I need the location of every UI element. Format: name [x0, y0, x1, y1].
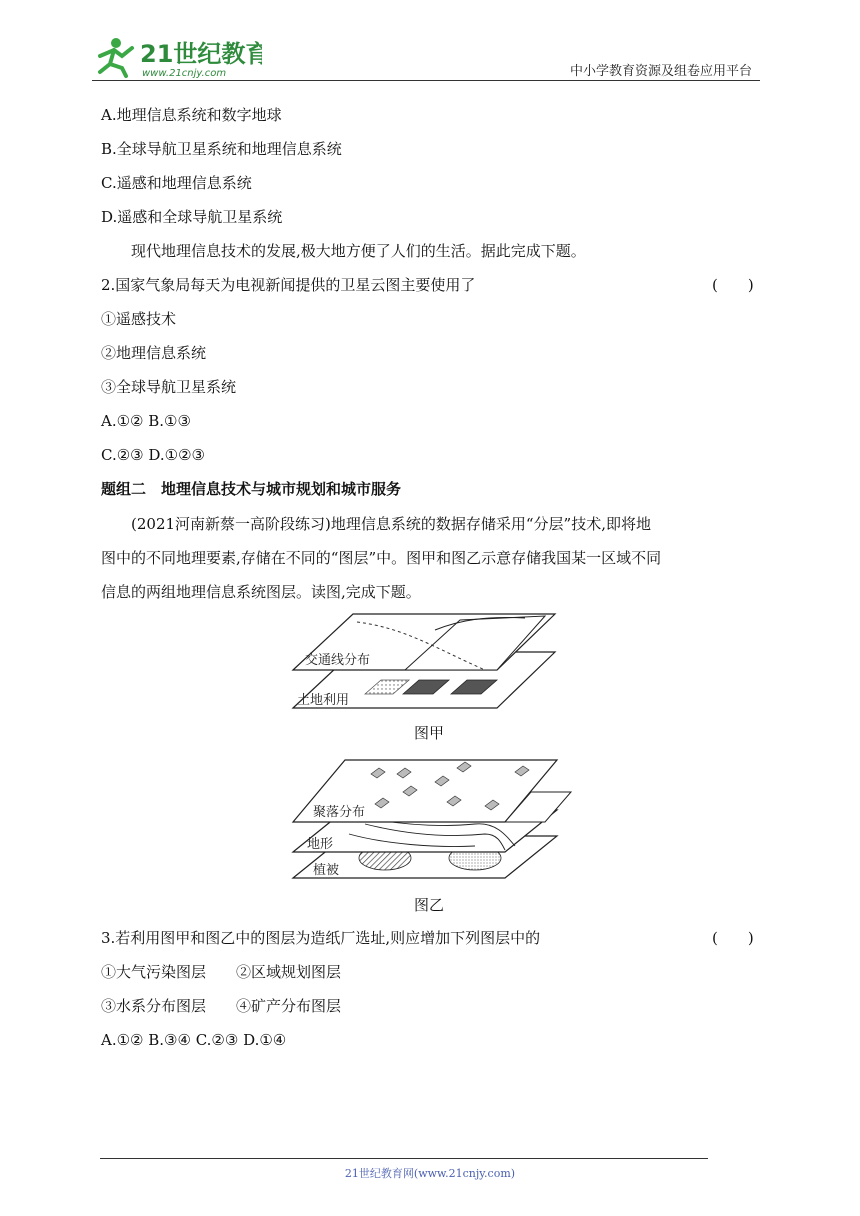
land-use-label: 土地利用	[297, 693, 350, 708]
logo-url: www.21cnjy.com	[142, 68, 227, 79]
q2-item-2: ②地理信息系统	[101, 344, 207, 362]
figure-b	[285, 754, 575, 884]
intro-q3-line1: (2021河南新蔡一高阶段练习)地理信息系统的数据存储采用“分层”技术,即将地	[131, 515, 651, 533]
q1-option-a: A.地理信息系统和数字地球	[101, 106, 282, 124]
figure-a	[285, 608, 575, 712]
q3-options: A.①② B.③④ C.②③ D.①④	[101, 1031, 287, 1049]
settlement-label: 聚落分布	[313, 805, 366, 820]
q2-item-1: ①遥感技术	[101, 310, 177, 328]
q1-option-d: D.遥感和全球导航卫星系统	[101, 208, 283, 226]
q3-items-row2: ③水系分布图层 ④矿产分布图层	[101, 997, 342, 1015]
header-divider	[92, 80, 760, 81]
site-logo	[92, 34, 262, 80]
q2-answer-blank: ( )	[712, 276, 754, 294]
footer-divider	[100, 1158, 708, 1159]
figure-b-caption: 图乙	[414, 896, 445, 914]
vegetation-label: 植被	[313, 863, 340, 878]
q3-items-row1: ①大气污染图层 ②区域规划图层	[101, 963, 342, 981]
group2-heading: 题组二 地理信息技术与城市规划和城市服务	[101, 480, 402, 498]
q3-stem: 3.若利用图甲和图乙中的图层为造纸厂选址,则应增加下列图层中的	[101, 929, 541, 947]
q2-stem: 2.国家气象局每天为电视新闻提供的卫星云图主要使用了	[101, 276, 476, 294]
q2-item-3: ③全球导航卫星系统	[101, 378, 237, 396]
figure-a-caption: 图甲	[414, 724, 445, 742]
q2-options-ab: A.①② B.①③	[101, 412, 191, 430]
traffic-label: 交通线分布	[305, 653, 371, 668]
q1-option-c: C.遥感和地理信息系统	[101, 174, 252, 192]
runner-logo-icon	[100, 38, 132, 76]
intro-q3-line2: 图中的不同地理要素,存储在不同的“图层”中。图甲和图乙示意存储我国某一区域不同	[101, 549, 662, 567]
intro-q2: 现代地理信息技术的发展,极大地方便了人们的生活。据此完成下题。	[131, 242, 586, 260]
logo-text: 21世纪教育	[140, 40, 262, 68]
q1-option-b: B.全球导航卫星系统和地理信息系统	[101, 140, 342, 158]
q2-options-cd: C.②③ D.①②③	[101, 446, 205, 464]
q3-answer-blank: ( )	[712, 929, 754, 947]
intro-q3-line3: 信息的两组地理信息系统图层。读图,完成下题。	[101, 583, 421, 601]
footer-link[interactable]: 21世纪教育网(www.21cnjy.com)	[344, 1167, 516, 1180]
site-title: 中小学教育资源及组卷应用平台	[569, 64, 752, 79]
terrain-label: 地形	[307, 837, 334, 852]
